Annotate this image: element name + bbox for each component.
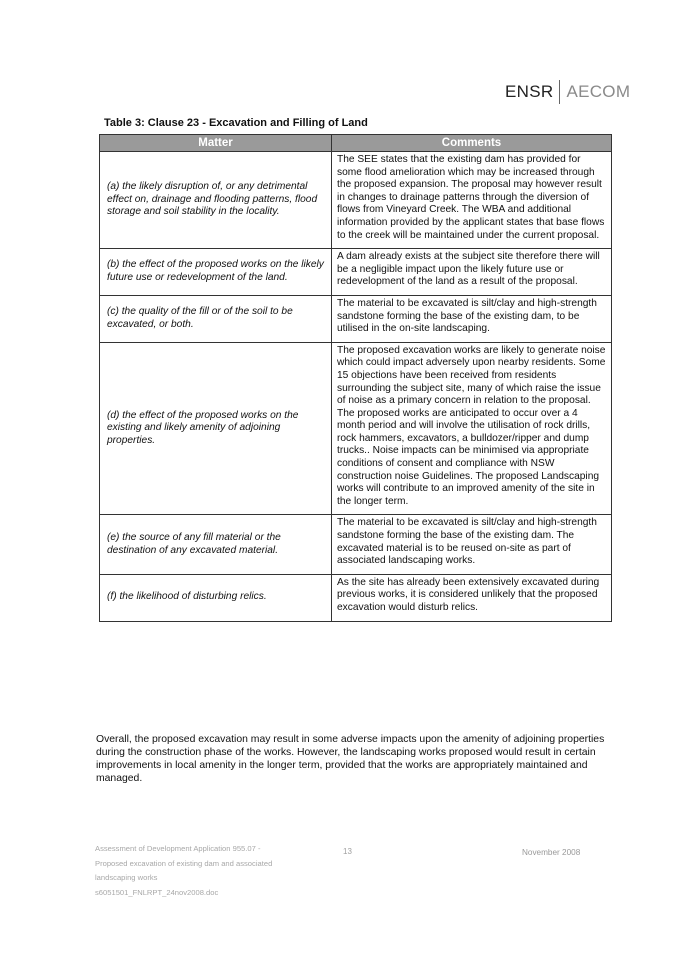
comment-cell: The material to be excavated is silt/clay and high-strength sandstone forming the base of the existing dam, to be utilised in the on-site landscaping. — [332, 295, 612, 342]
logo-ensr: ENSR — [505, 82, 554, 101]
footer-date: November 2008 — [522, 848, 581, 857]
logo-divider — [559, 80, 560, 104]
table-row — [100, 152, 612, 249]
matter-cell: (c) the quality of the fill or of the soil to be excavated, or both. — [100, 295, 332, 342]
footer-filename: s6051501_FNLRPT_24nov2008.doc — [95, 887, 219, 897]
footer-line: Proposed excavation of existing dam and associated — [95, 858, 273, 868]
table-row — [100, 515, 612, 574]
column-header-matter: Matter — [100, 135, 332, 152]
matter-cell: (a) the likely disruption of, or any detrimental effect on, drainage and flooding patterns, flood storage and soil stability in the locality. — [100, 152, 332, 249]
matter-cell: (f) the likelihood of disturbing relics. — [100, 574, 332, 621]
table-row — [100, 574, 612, 621]
summary-paragraph: Overall, the proposed excavation may result in some adverse impacts upon the amenity of adjoining properties during the construction phase of the works. However, the landscaping works proposed would result in certain improvements in local amenity in the longer term, provided that the works are appropriately maintained and managed. — [96, 734, 605, 784]
matter-cell: (d) the effect of the proposed works on the existing and likely amenity of adjoining properties. — [100, 342, 332, 515]
footer-line: landscaping works — [95, 873, 158, 882]
column-header-comments: Comments — [332, 135, 612, 152]
matter-cell: (b) the effect of the proposed works on the likely future use or redevelopment of the land. — [100, 249, 332, 296]
comment-cell: The SEE states that the existing dam has provided for some flood amelioration which may be increased through the proposed expansion. The proposal may however result in changes to drainage patterns through the diversion of flows from Vineyard Creek. The WBA and additional information provided by the applicant states that base flows to the creek will be maintained under the current proposal. — [332, 152, 612, 249]
logo-aecom: AECOM — [566, 82, 631, 101]
comment-cell: The material to be excavated is silt/clay and high-strength sandstone forming the base of the existing dam. The excavated material is to be reused on-site as part of associated landscaping works. — [332, 515, 612, 574]
table-row — [100, 249, 612, 296]
clause-table — [99, 134, 612, 622]
document-footer-info — [95, 842, 272, 900]
table-row — [100, 295, 612, 342]
company-logo — [505, 80, 630, 104]
matter-cell: (e) the source of any fill material or the destination of any excavated material. — [100, 515, 332, 574]
page-number: 13 — [343, 847, 352, 856]
footer-line: Assessment of Development Application 955.07 - — [95, 844, 261, 853]
comment-cell: As the site has already been extensively excavated during previous works, it is considered unlikely that the proposed excavation would disturb relics. — [332, 574, 612, 621]
table-title: Table 3: Clause 23 - Excavation and Filling of Land — [104, 117, 368, 129]
comment-cell: The proposed excavation works are likely to generate noise which could impact adversely upon nearby residents. Some 15 objections have been received from residents surrounding the subject site, many of which raise the issue of noise as a primary concern in relation to the proposal. The proposed works are anticipated to occur over a 4 month period and will involve the utilisation of rock drills, rock hammers, excavators, a bulldozer/ripper and dump trucks.. Noise impacts can be minimised via appropriate conditions of consent and compliance with NSW construction noise Guidelines. The proposed Landscaping works will contribute to an improved amenity of the site in the longer term. — [332, 342, 612, 515]
comment-cell: A dam already exists at the subject site therefore there will be a negligible impact upon the likely future use or redevelopment of the land as a result of the proposal. — [332, 249, 612, 296]
table-row — [100, 342, 612, 515]
table-header-row — [100, 135, 612, 152]
